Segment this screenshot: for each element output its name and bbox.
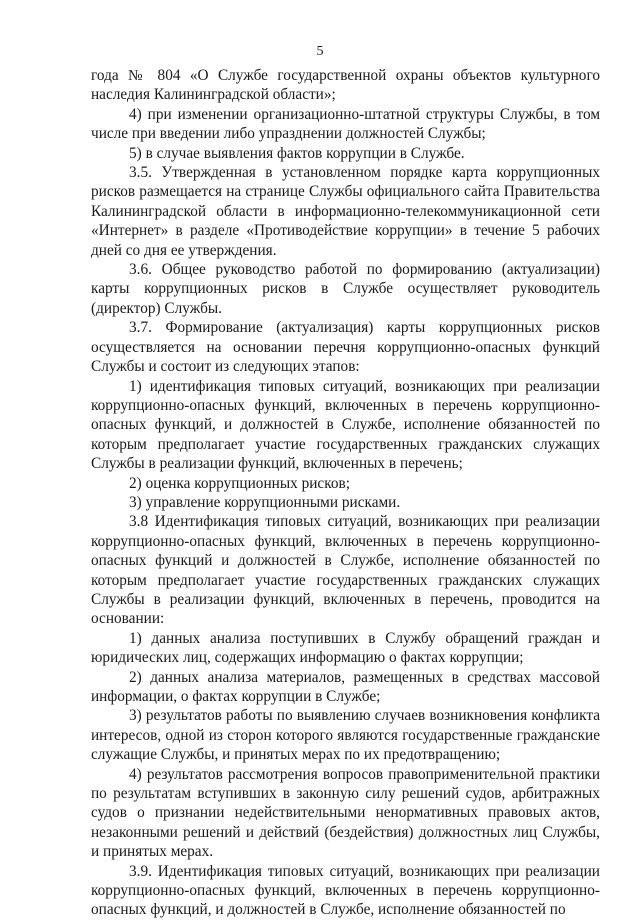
paragraph: 2) данных анализа материалов, размещенных в средствах массовой информации, о фактах коррупции в Службе; <box>91 668 600 705</box>
paragraph: 3) управление коррупционными рисками. <box>129 493 401 511</box>
paragraph: 3.8 Идентификация типовых ситуаций, возникающих при реализации коррупционно-опасных функций, включенных в перечень коррупционно-опасных функций и должностей в Службе, исполнение обязанностей по которым предполагает участие государственных гражданских служащих Службы в реализации функций, включенных в перечень, проводится на основании: <box>91 513 600 628</box>
paragraph: 3.5. Утвержденная в установленном порядке карта коррупционных рисков размещается на странице Службы официального сайта Правительства Калининградской области в информационно-телекоммуникационной сети «Интернет» в разделе «Противодействие коррупции» в течение 5 рабочих дней со дня ее утверждения. <box>91 164 600 259</box>
paragraph: 3) результатов работы по выявлению случаев возникновения конфликта интересов, одной из сторон которого являются государственные гражданские служащие Службы, и принятых мерах по их предотвращению; <box>91 707 600 764</box>
paragraph: 2) оценка коррупционных рисков; <box>129 474 350 492</box>
paragraph: 3.9. Идентификация типовых ситуаций, возникающих при реализации коррупционно-опасных функций, включенных в перечень коррупционно-опасных функций, и должностей в Службе, исполнение обязанностей по <box>91 862 600 919</box>
paragraph: 3.7. Формирование (актуализация) карты коррупционных рисков осуществляется на основании перечня коррупционно-опасных функций Службы и состоит из следующих этапов: <box>91 319 600 376</box>
paragraph: 4) результатов рассмотрения вопросов правоприменительной практики по результатам вступивших в законную силу решений судов, арбитражных судов о признании недействительными ненормативных правовых актов, незаконными решений и действий (бездействия) должностных лиц Службы, и принятых мерах. <box>91 765 600 861</box>
page-number: 5 <box>316 44 324 59</box>
paragraph: 4) при изменении организационно-штатной структуры Службы, в том числе при введении либо упразднении должностей Службы; <box>91 105 600 143</box>
paragraph: года № 804 «О Службе государственной охраны объектов культурного наследия Калининградской области»; <box>91 67 600 104</box>
paragraph: 3.6. Общее руководство работой по формированию (актуализации) карты коррупционных рисков в Службе осуществляет руководитель (директор) Службы. <box>91 261 600 317</box>
paragraph: 5) в случае выявления фактов коррупции в Службе. <box>129 144 465 162</box>
document-body <box>91 66 600 920</box>
paragraph: 1) данных анализа поступивших в Службу обращений граждан и юридических лиц, содержащих информацию о фактах коррупции; <box>91 629 600 667</box>
paragraph: 1) идентификация типовых ситуаций, возникающих при реализации коррупционно-опасных функций, включенных в перечень коррупционно-опасных функций, и должностей в Службе, исполнение обязанностей по которым предполагает участие государственных гражданских служащих Службы в реализации функций, включенных в перечень; <box>91 377 600 473</box>
